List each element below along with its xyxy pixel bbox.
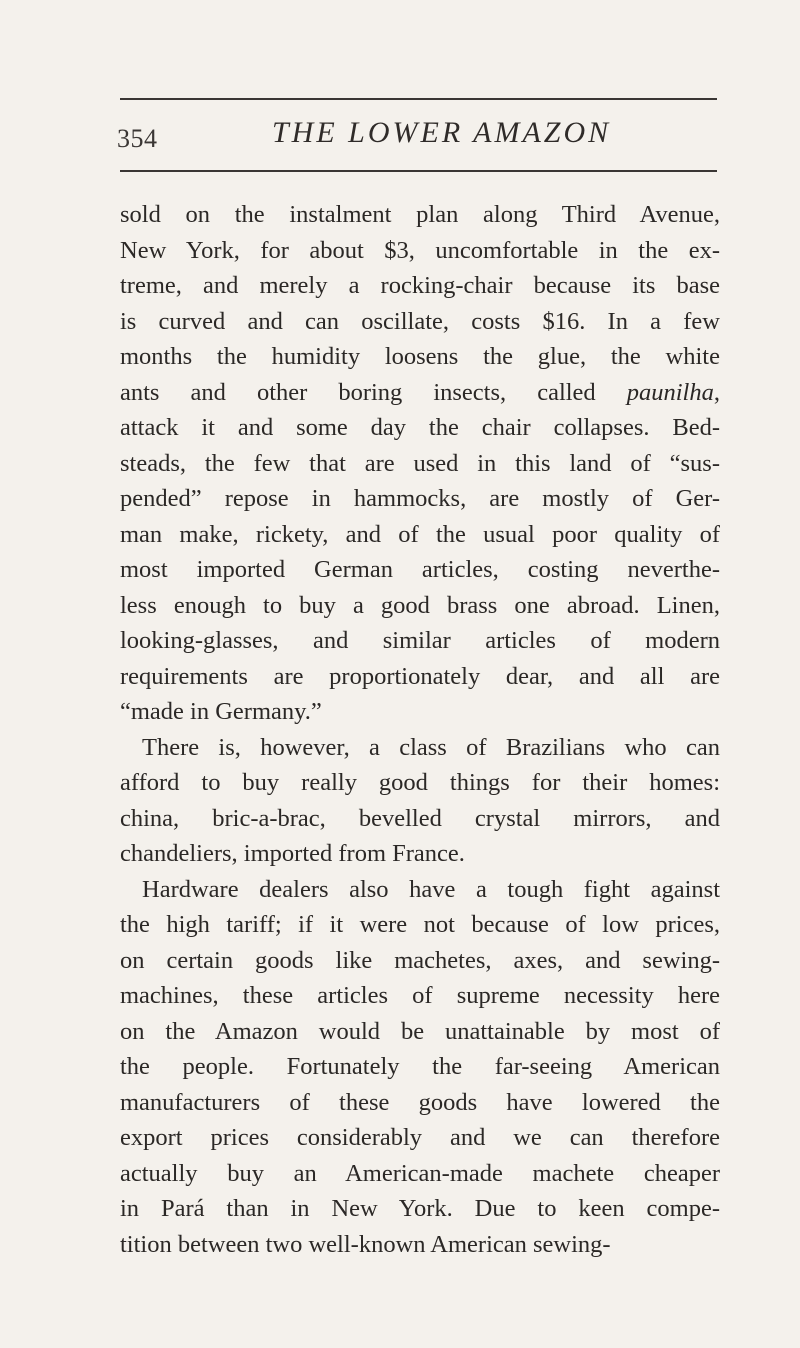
- text-line: There is, however, a class of Brazilians who can: [142, 733, 720, 761]
- italic-term: paunilha: [626, 378, 714, 406]
- text-segment: ants and other boring insects, called: [120, 378, 627, 406]
- page-number: 354: [117, 124, 158, 153]
- text-line: tition between two well-known American sewing-: [120, 1230, 611, 1258]
- text-line: afford to buy really good things for their homes:: [120, 769, 720, 796]
- header-rule-bottom: [120, 170, 717, 172]
- text-line: man make, rickety, and of the usual poor quality of: [120, 520, 720, 548]
- text-line: in Pará than in New York. Due to keen compe-: [120, 1195, 720, 1222]
- text-line: treme, and merely a rocking-chair because its base: [120, 272, 720, 299]
- text-line: the high tariff; if it were not because of low prices,: [120, 911, 720, 938]
- text-line: on certain goods like machetes, axes, and sewing-: [120, 946, 720, 974]
- text-line: the people. Fortunately the far-seeing American: [120, 1053, 720, 1080]
- text-line: New York, for about $3, uncomfortable in the ex-: [120, 236, 720, 264]
- text-line: chandeliers, imported from France.: [120, 840, 465, 867]
- text-line: on the Amazon would be unattainable by most of: [120, 1017, 720, 1045]
- text-segment: ,: [713, 378, 720, 406]
- text-line: actually buy an American-made machete cheaper: [120, 1159, 720, 1187]
- body-text: [120, 197, 720, 1262]
- text-line: “made in Germany.”: [120, 698, 322, 725]
- header-rule-top: [120, 98, 717, 100]
- text-line: machines, these articles of supreme necessity here: [120, 982, 720, 1009]
- text-line: manufacturers of these goods have lowered the: [120, 1088, 720, 1116]
- running-head: THE LOWER AMAZON: [272, 116, 612, 149]
- text-line: requirements are proportionately dear, and all are: [120, 662, 720, 690]
- text-line: Hardware dealers also have a tough fight against: [142, 875, 720, 903]
- text-line: less enough to buy a good brass one abroad. Linen,: [120, 591, 720, 619]
- text-line: steads, the few that are used in this land of “sus-: [120, 449, 720, 477]
- text-line: sold on the instalment plan along Third Avenue,: [120, 201, 720, 228]
- text-line: export prices considerably and we can therefore: [120, 1124, 720, 1151]
- text-line: pended” repose in hammocks, are mostly of Ger-: [120, 485, 720, 512]
- text-line: china, bric-a-brac, bevelled crystal mirrors, and: [120, 804, 720, 832]
- text-line: attack it and some day the chair collapses. Bed-: [120, 414, 720, 441]
- text-line: months the humidity loosens the glue, the white: [120, 343, 720, 370]
- text-line: looking-glasses, and similar articles of modern: [120, 627, 720, 654]
- text-line: is curved and can oscillate, costs $16. In a few: [120, 307, 720, 335]
- text-line: [120, 375, 720, 411]
- text-line: most imported German articles, costing neverthe-: [120, 556, 720, 583]
